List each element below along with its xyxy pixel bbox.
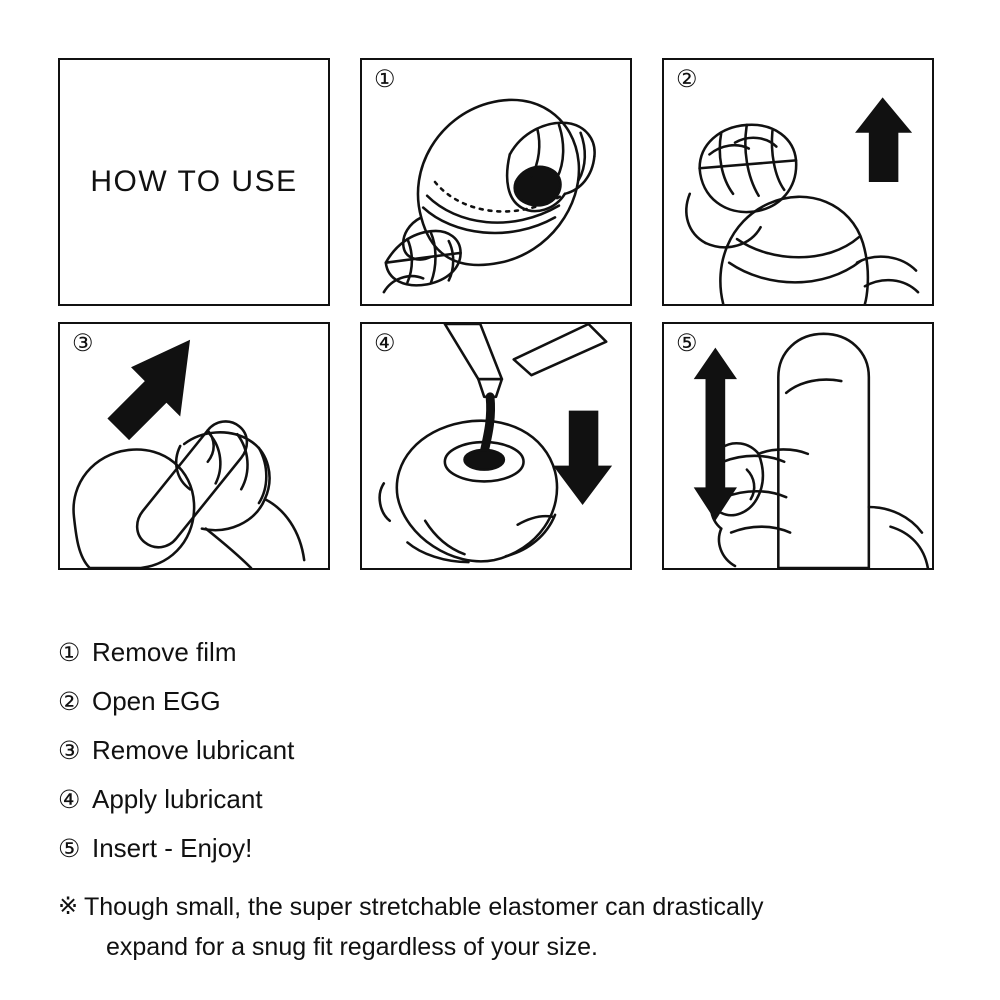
panel-remove-lubricant (58, 322, 330, 570)
illustration-remove-film (362, 60, 630, 304)
footnote (58, 887, 958, 967)
illustration-remove-lubricant (60, 324, 328, 568)
panel-remove-film (360, 58, 632, 306)
panel-step-number: ⑤ (676, 330, 698, 357)
panel-insert-enjoy (662, 322, 934, 570)
list-item (58, 824, 958, 873)
footnote-line-1: Though small, the super stretchable elastomer can drastically (84, 893, 764, 921)
illustration-apply-lubricant (362, 324, 630, 568)
footnote-line-2: expand for a snug fit regardless of your size. (106, 933, 598, 961)
step-marker: ③ (58, 737, 81, 765)
panel-grid (58, 58, 942, 586)
panel-open-egg (662, 58, 934, 306)
illustration-insert-enjoy (664, 324, 932, 568)
step-label: Open EGG (92, 686, 221, 716)
instruction-list (58, 628, 958, 967)
list-item (58, 677, 958, 726)
step-label: Insert - Enjoy! (92, 833, 253, 863)
list-item (58, 726, 958, 775)
step-label: Remove lubricant (92, 735, 295, 765)
panel-step-number: ① (374, 66, 396, 93)
footnote-mark: ※ (58, 893, 79, 920)
panel-step-number: ③ (72, 330, 94, 357)
step-label: Remove film (92, 637, 237, 667)
panel-apply-lubricant (360, 322, 632, 570)
panel-step-number: ② (676, 66, 698, 93)
step-marker: ① (58, 639, 81, 667)
step-label: Apply lubricant (92, 784, 263, 814)
page-title: HOW TO USE (90, 165, 298, 198)
step-marker: ④ (58, 786, 81, 814)
list-item (58, 628, 958, 677)
step-marker: ⑤ (58, 835, 81, 863)
footnote-text (84, 887, 958, 967)
panel-row-1 (58, 58, 942, 306)
panel-step-number: ④ (374, 330, 396, 357)
illustration-open-egg (664, 60, 932, 304)
step-marker: ② (58, 688, 81, 716)
list-item (58, 775, 958, 824)
title-panel (58, 58, 330, 306)
panel-row-2 (58, 322, 942, 570)
